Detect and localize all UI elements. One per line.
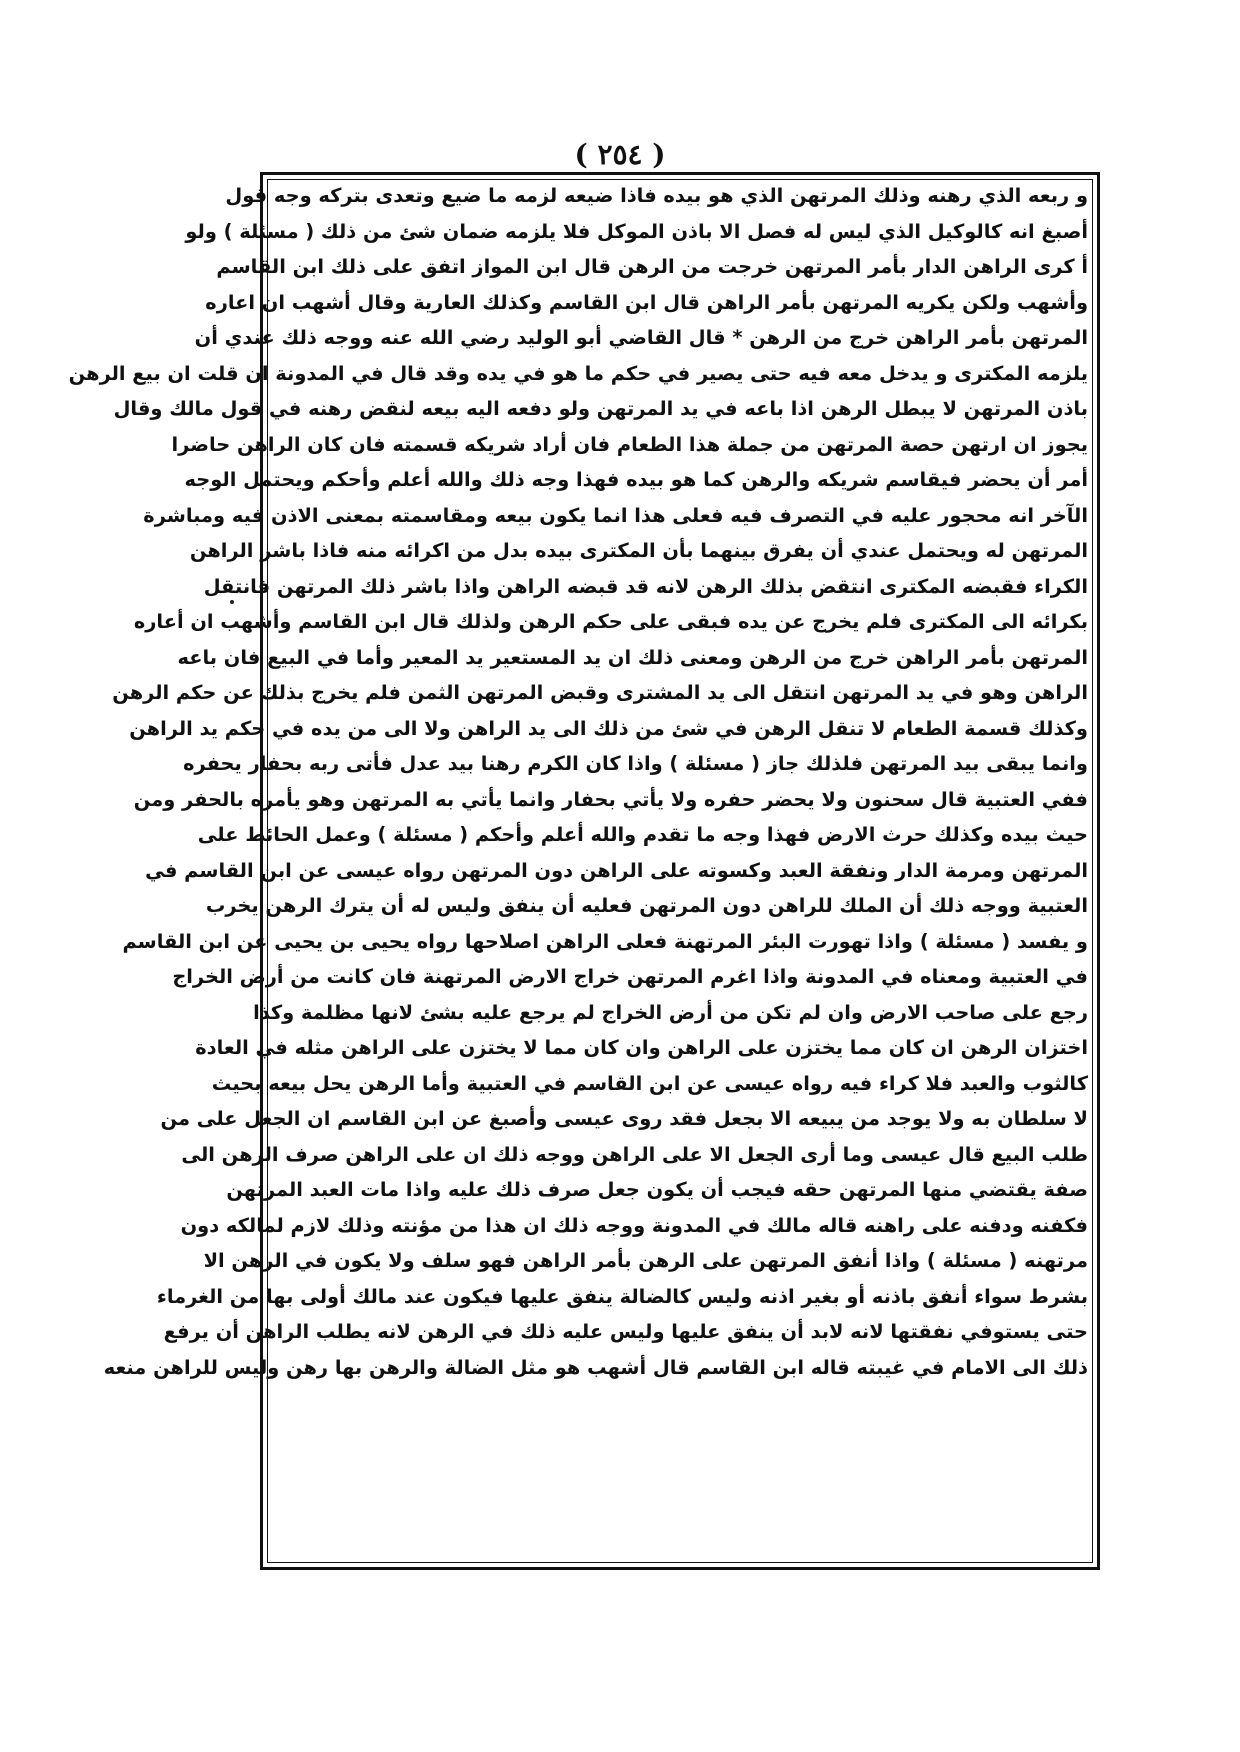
text-line: باذن المرتهن لا يبطل الرهن اذا باعه في يد المرتهن ولو دفعه اليه بيعه لنقض رهنه في قول مالك وقال: [113, 397, 1088, 420]
text-line: [266, 1456, 1094, 1492]
text-line: و يفسد ( مسئلة ) واذا تهورت البئر المرتهنة فعلى الراهن اصلاحها رواه يحيى بن يحيى عن ابن القاسم: [122, 929, 1088, 953]
text-line: و ربعه الذي رهنه وذلك المرتهن الذي هو بيده فاذا ضيعه لزمه ما ضيع وتعدى بتركه وجه قول: [225, 184, 1088, 207]
text-line: اختزان الرهن ان كان مما يختزن على الراهن وان كان مما لا يختزن على الراهن مثله في العادة: [195, 1036, 1088, 1059]
text-line: مرتهنه ( مسئلة ) واذا أنفق المرتهن على الرهن بأمر الراهن فهو سلف ولا يكون في الرهن الا: [203, 1249, 1088, 1272]
text-line: بكرائه الى المكترى فلم يخرج عن يده فبقى على حكم الرهن ولذلك قال ابن القاسم وأشهب ان أعاره: [133, 610, 1088, 633]
text-line: [266, 1421, 1094, 1457]
text-line: وأشهب ولكن يكريه المرتهن بأمر الراهن قال ابن القاسم وكذلك العارية وقال أشهب ان اعاره: [205, 290, 1088, 314]
text-line: [266, 1492, 1094, 1528]
text-line: المرتهن بأمر الراهن خرج من الرهن ومعنى ذلك ان يد المستعير يد المعير وأما في البيع فان باعه: [177, 645, 1088, 669]
text-line: [266, 1527, 1094, 1563]
body-text: [68, 178, 1094, 1564]
text-line: وانما يبقى بيد المرتهن فلذلك جاز ( مسئلة ) واذا كان الكرم رهنا بيد عدل فأتى ربه بحفار يحفره: [183, 752, 1088, 775]
text-line: المرتهن ومرمة الدار ونفقة العبد وكسوته على الراهن دون المرتهن رواه عيسى عن ابن القاسم في: [145, 858, 1088, 882]
text-line: الراهن وهو في يد المرتهن انتقل الى يد المشترى وقبض المرتهن الثمن فلم يخرج بذلك عن حكم الرهن: [112, 681, 1088, 704]
text-line: المرتهن له ويحتمل عندي أن يفرق بينهما بأن المكترى بيده بدل من اكرائه منه فاذا باشر الراهن: [189, 539, 1088, 562]
text-line: [266, 1385, 1094, 1421]
text-line: الكراء فقبضه المكترى انتقض بذلك الرهن لانه قد قبضه الراهن واذا باشر ذلك المرتهن فانتقل: [203, 574, 1088, 598]
text-line: ففي العتبية قال سحنون ولا يحضر حفره ولا يأتي بحفار وانما يأتي به المرتهن وهو يأمره بالحفر ومن: [133, 787, 1088, 811]
text-line: رجع على صاحب الارض وان لم تكن من أرض الخراج لم يرجع عليه بشئ لانها مظلمة وكذا: [253, 1000, 1088, 1024]
text-line: أ كرى الراهن الدار بأمر المرتهن خرجت من الرهن قال ابن المواز اتفق على ذلك ابن القاسم: [216, 255, 1088, 278]
text-line: يلزمه المكترى و يدخل معه فيه حتى يصير في حكم ما هو في يده وقد قال في المدونة ان قلت ان بيع الرهن: [68, 361, 1088, 385]
text-line: لا سلطان به ولا يوجد من يبيعه الا بجعل فقد روى عيسى وأصبغ عن ابن القاسم ان الجعل على من: [160, 1107, 1088, 1130]
text-line: يجوز ان ارتهن حصة المرتهن من جملة هذا الطعام فان أراد شريكه قسمته فان كان الراهن حاضرا: [171, 432, 1088, 456]
text-line: حتى يستوفي نفقتها لانه لابد أن ينفق عليها وليس عليه ذلك في الرهن لانه يطلب الراهن أن يرفع: [163, 1320, 1088, 1343]
text-line: الآخر انه محجور عليه في التصرف فيه فعلى هذا انما يكون بيعه ومقاسمته بمعنى الاذن فيه ومباشرة: [143, 503, 1088, 527]
text-line: العتبية ووجه ذلك أن الملك للراهن دون المرتهن فعليه أن ينفق وليس له أن يترك الرهن يخرب: [205, 894, 1088, 917]
text-line: طلب البيع قال عيسى وما أرى الجعل الا على الراهن ووجه ذلك ان على الراهن صرف الرهن الى: [181, 1142, 1088, 1166]
text-line: في العتبية ومعناه في المدونة واذا اغرم المرتهن خراج الارض المرتهنة فان كانت من أرض الخراج: [172, 965, 1088, 988]
text-line: كالثوب والعبد فلا كراء فيه رواه عيسى عن ابن القاسم في العتبية وأما الرهن يحل بيعه بحيث: [211, 1071, 1088, 1095]
text-line: أمر أن يحضر فيقاسم شريكه والرهن كما هو بيده فهذا وجه ذلك والله أعلم وأحكم ويحتمل الوجه: [184, 468, 1088, 491]
text-line: أصبغ انه كالوكيل الذي ليس له فصل الا باذن الموكل فلا يلزمه ضمان شئ من ذلك ( مسئلة ) ولو: [185, 219, 1088, 243]
text-line: حيث بيده وكذلك حرث الارض فهذا وجه ما تقدم والله أعلم وأحكم ( مسئلة ) وعمل الحائط على: [197, 823, 1088, 846]
text-line: المرتهن بأمر الراهن خرج من الرهن * قال القاضي أبو الوليد رضي الله عنه ووجه ذلك عندي أن: [194, 326, 1088, 349]
text-line: ذلك الى الامام في غيبته قاله ابن القاسم قال أشهب هو مثل الضالة والرهن بها رهن وليس للراهن منعه: [103, 1355, 1088, 1379]
text-line: صفة يقتضي منها المرتهن حقه فيجب أن يكون جعل صرف ذلك عليه واذا مات العبد المرتهن: [226, 1178, 1088, 1201]
text-line: وكذلك قسمة الطعام لا تنقل الرهن في شئ من ذلك الى يد الراهن ولا الى من يده في حكم يد الراهن: [129, 716, 1088, 740]
page-number: ( ٢٥٤ ): [574, 138, 666, 171]
text-line: بشرط سواء أنفق باذنه أو بغير اذنه وليس كالضالة ينفق عليها فيكون عند مالك أولى بها من الغرماء: [156, 1284, 1088, 1308]
text-line: فكفنه ودفنه على راهنه قاله مالك في المدونة ووجه ذلك ان هذا من مؤنته وذلك لازم لمالكه دون: [180, 1213, 1088, 1237]
